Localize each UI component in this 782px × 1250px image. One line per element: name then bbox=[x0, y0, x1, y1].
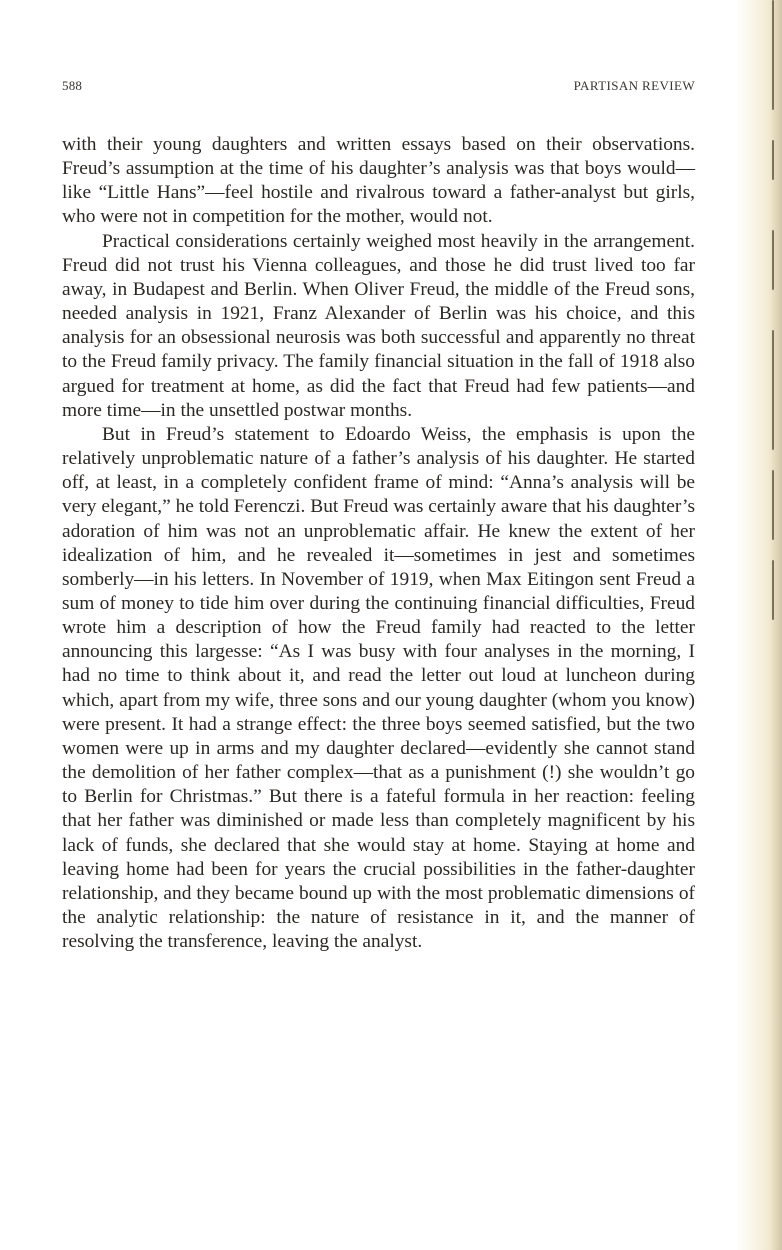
page-edge-line bbox=[772, 470, 774, 540]
page-edge-line bbox=[772, 560, 774, 620]
page-binding-shadow bbox=[770, 0, 782, 1250]
paragraph-continuation: with their young daughters and written essays based on their observations. Freud’s assumption at the time of his daughter’s analysis was that boys would—like “Little Hans”—feel hostile and rivalrous toward a father-analyst but girls, who were not in competition for the mother, would not. bbox=[62, 134, 695, 228]
page-edge-line bbox=[772, 330, 774, 450]
article-body bbox=[62, 133, 695, 954]
paragraph: Practical considerations certainly weighed most heavily in the arrangement. Freud did not trust his Vienna colleagues, and those he did trust lived too far away, in Budapest and Berlin. When Oliver Freud, the middle of the Freud sons, needed analysis in 1921, Franz Alexander of Berlin was his choice, and this analysis for an obsessional neurosis was both successful and apparently no threat to the Freud family privacy. The family financial situation in the fall of 1918 also argued for treatment at home, as did the fact that Freud had few patients—and more time—in the unsettled postwar months. bbox=[62, 230, 695, 421]
running-head bbox=[62, 78, 695, 96]
page-number: 588 bbox=[62, 78, 83, 93]
page-edge-line bbox=[772, 230, 774, 290]
page-edge-line bbox=[772, 140, 774, 180]
page-edge-line bbox=[772, 0, 774, 110]
journal-title: PARTISAN REVIEW bbox=[573, 78, 695, 93]
paragraph: But in Freud’s statement to Edoardo Weiss, the emphasis is upon the relatively unproblematic nature of a father’s analysis of his daughter. He started off, at least, in a completely confident frame of mind: “Anna’s analysis will be very elegant,” he told Ferenczi. But Freud was certainly aware that his daughter’s adoration of him was not an unproblematic affair. He knew the extent of her idealization of him, and he revealed it—sometimes in jest and sometimes somberly—in his letters. In November of 1919, when Max Eitingon sent Freud a sum of money to tide him over during the continuing financial difficulties, Freud wrote him a description of how the Freud family had reacted to the letter announcing this largesse: “As I was busy with four analyses in the morning, I had no time to think about it, and read the letter out loud at luncheon during which, apart from my wife, three sons and our young daughter (whom you know) were present. It had a strange effect: the three boys seemed satisfied, but the two women were up in arms and my daughter declared—evidently she cannot stand the demolition of her father complex—that as a punishment (!) she wouldn’t go to Berlin for Christmas.” But there is a fateful formula in her reaction: feeling that her father was diminished or made less than completely magnificent by his lack of funds, she declared that she would stay at home. Staying at home and leaving home had been for years the crucial possibilities in the father-daughter relationship, and they became bound up with the most problematic dimensions of the analytic relationship: the nature of resistance in it, and the manner of resolving the transference, leaving the analyst. bbox=[62, 423, 695, 953]
